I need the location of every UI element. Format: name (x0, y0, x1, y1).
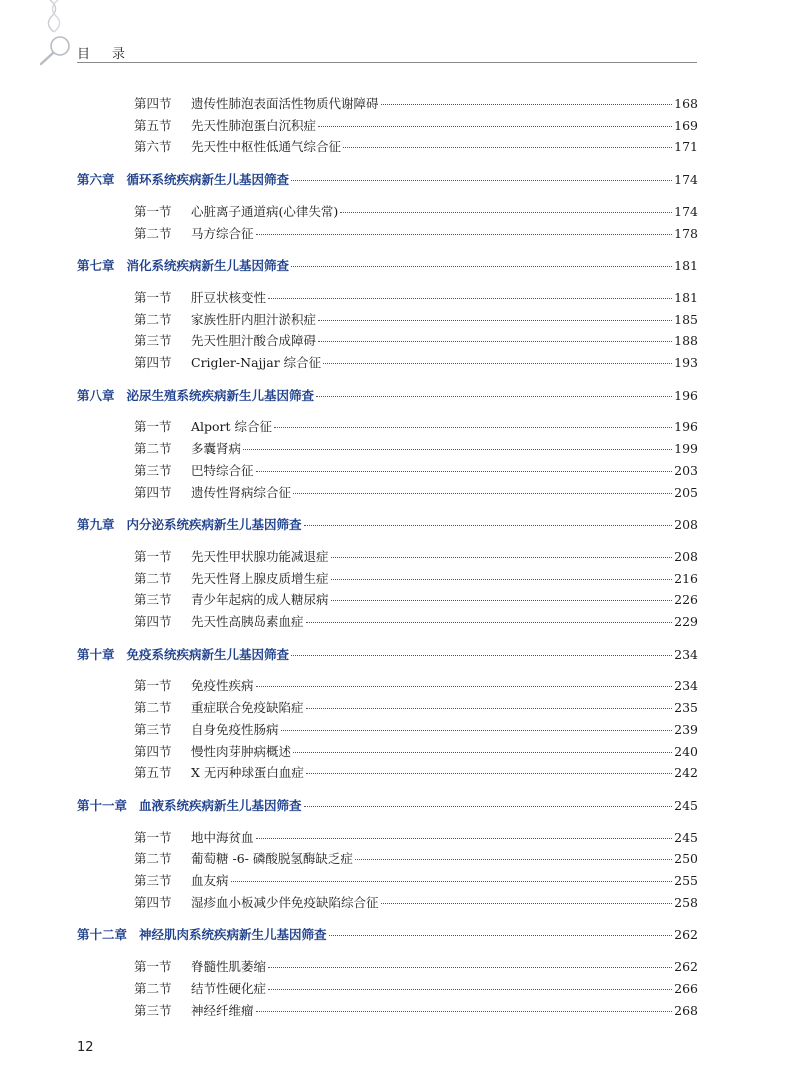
toc-section-entry[interactable] (134, 417, 698, 435)
entry-title: 血友病 (191, 873, 229, 888)
entry-page: 196 (674, 419, 698, 435)
toc-section-entry[interactable] (134, 353, 698, 371)
dot-leader (331, 556, 673, 558)
dot-leader (291, 179, 672, 181)
dot-leader (331, 578, 673, 580)
dot-leader (243, 448, 672, 450)
magnifier-dna-icon (36, 0, 76, 66)
toc-section-entry[interactable] (134, 94, 698, 112)
entry-title: 内分泌系统疾病新生儿基因筛查 (126, 517, 302, 533)
toc-section-entry[interactable] (134, 1001, 698, 1019)
entry-number: 第六章 (77, 172, 115, 188)
dot-leader (323, 362, 672, 364)
toc-section-entry[interactable] (134, 224, 698, 242)
toc-section-entry[interactable] (134, 310, 698, 328)
entry-number: 第二节 (134, 225, 172, 241)
dot-leader (304, 805, 673, 807)
entry-number: 第三节 (134, 333, 172, 349)
entry-number: 第三节 (134, 1002, 172, 1018)
entry-title: 地中海贫血 (191, 829, 254, 845)
entry-number: 第四节 (134, 355, 172, 370)
entry-page: 258 (674, 894, 698, 910)
toc-section-entry[interactable] (134, 612, 698, 630)
entry-page: 234 (674, 646, 698, 662)
dot-leader (304, 524, 673, 526)
toc-section-entry[interactable] (134, 331, 698, 349)
dot-leader (318, 125, 672, 127)
entry-number: 第二节 (134, 311, 172, 327)
toc-chapter-entry[interactable] (77, 256, 698, 274)
entry-title: 遗传性肾病综合征 (191, 484, 292, 500)
entry-number: 第十章 (77, 646, 115, 662)
entry-number: 第二节 (134, 700, 172, 716)
toc-chapter-entry[interactable] (77, 386, 698, 404)
dot-leader (256, 685, 673, 687)
entry-number: 第二节 (134, 570, 172, 586)
entry-page: 193 (674, 355, 698, 370)
toc-section-entry[interactable] (134, 742, 698, 760)
entry-title: 遗传性肺泡表面活性物质代谢障碍 (191, 96, 379, 111)
entry-page: 229 (674, 614, 698, 629)
entry-page: 174 (674, 172, 698, 188)
dot-leader (318, 319, 672, 321)
entry-number: 第四节 (134, 614, 172, 629)
entry-title: Crigler-Najjar 综合征 (191, 355, 322, 370)
entry-number: 第十一章 (77, 797, 128, 813)
entry-title: 葡萄糖 -6- 磷酸脱氢酶缺乏症 (191, 851, 353, 867)
entry-page: 196 (674, 387, 698, 403)
entry-number: 第一节 (134, 203, 172, 219)
entry-page: 250 (674, 851, 698, 867)
entry-title: 神经纤维瘤 (191, 1002, 254, 1018)
entry-title: 先天性中枢性低通气综合征 (191, 139, 342, 155)
toc-section-entry[interactable] (134, 547, 698, 565)
dot-leader (268, 966, 672, 968)
entry-number: 第二节 (134, 980, 172, 996)
toc-section-entry[interactable] (134, 849, 698, 867)
dot-leader (256, 233, 673, 235)
toc-section-entry[interactable] (134, 871, 698, 889)
entry-title: 巴特综合征 (191, 462, 254, 478)
toc-chapter-entry[interactable] (77, 925, 698, 943)
toc-section-entry[interactable] (134, 893, 698, 911)
entry-page: 208 (674, 517, 698, 533)
entry-number: 第五节 (134, 117, 172, 133)
entry-number: 第三节 (134, 873, 172, 888)
header-title: 目录 (77, 47, 148, 62)
entry-title: 自身免疫性肠病 (191, 721, 279, 737)
entry-number: 第四节 (134, 484, 172, 500)
toc-section-entry[interactable] (134, 979, 698, 997)
entry-title: 慢性肉芽肿病概述 (191, 743, 292, 759)
dot-leader (256, 837, 673, 839)
entry-title: 消化系统疾病新生儿基因筛查 (126, 258, 290, 274)
entry-title: 青少年起病的成人糖尿病 (191, 592, 329, 608)
entry-page: 181 (674, 289, 698, 305)
entry-number: 第四节 (134, 894, 172, 910)
entry-page: 266 (674, 980, 698, 996)
entry-page: 235 (674, 700, 698, 716)
entry-title: 心脏离子通道病(心律失常) (191, 203, 339, 219)
entry-title: 肝豆状核变性 (191, 289, 267, 305)
entry-title: 先天性胆汁酸合成障碍 (191, 333, 317, 349)
dot-leader (381, 902, 673, 904)
entry-page: 188 (674, 333, 698, 349)
entry-page: 168 (674, 96, 698, 111)
entry-number: 第三节 (134, 462, 172, 478)
entry-number: 第三节 (134, 721, 172, 737)
entry-page: 185 (674, 311, 698, 327)
toc-section-entry[interactable] (134, 569, 698, 587)
toc-chapter-entry[interactable] (77, 515, 698, 533)
entry-title: Alport 综合征 (191, 419, 273, 435)
entry-title: 多囊肾病 (191, 441, 242, 457)
entry-number: 第四节 (134, 96, 172, 111)
dot-leader (256, 1010, 673, 1012)
toc-section-entry[interactable] (134, 763, 698, 781)
dot-leader (316, 395, 672, 397)
entry-title: 循环系统疾病新生儿基因筛查 (126, 172, 290, 188)
entry-page: 169 (674, 117, 698, 133)
toc-section-entry[interactable] (134, 828, 698, 846)
toc-chapter-entry[interactable] (77, 796, 698, 814)
entry-number: 第一节 (134, 829, 172, 845)
entry-number: 第一节 (134, 548, 172, 564)
entry-page: 174 (674, 203, 698, 219)
entry-title: 泌尿生殖系统疾病新生儿基因筛查 (126, 387, 315, 403)
toc-section-entry[interactable] (134, 676, 698, 694)
entry-page: 199 (674, 441, 698, 457)
entry-page: 262 (674, 927, 698, 943)
toc-chapter-entry[interactable] (77, 645, 698, 663)
dot-leader (355, 858, 672, 860)
entry-page: 226 (674, 592, 698, 608)
entry-title: 结节性硬化症 (191, 980, 267, 996)
entry-title: 血液系统疾病新生儿基因筛查 (139, 797, 302, 813)
entry-page: 255 (674, 873, 698, 888)
entry-page: 178 (674, 225, 698, 241)
toc-section-entry[interactable] (134, 720, 698, 738)
entry-number: 第五节 (134, 765, 172, 781)
dot-leader (274, 426, 672, 428)
entry-title: 脊髓性肌萎缩 (191, 959, 267, 975)
dot-leader (281, 729, 673, 731)
dot-leader (381, 103, 673, 105)
entry-page: 205 (674, 484, 698, 500)
entry-title: X 无丙种球蛋白血症 (191, 765, 304, 781)
toc-chapter-entry[interactable] (77, 170, 698, 188)
entry-page: 181 (674, 258, 698, 274)
entry-number: 第一节 (134, 678, 172, 694)
dot-leader (306, 772, 672, 774)
entry-title: 先天性肺泡蛋白沉积症 (191, 117, 317, 133)
entry-title: 先天性甲状腺功能减退症 (191, 548, 329, 564)
entry-number: 第八章 (77, 387, 115, 403)
dot-leader (291, 265, 672, 267)
dot-leader (291, 654, 672, 656)
entry-number: 第一节 (134, 289, 172, 305)
toc-section-entry[interactable] (134, 439, 698, 457)
entry-number: 第二节 (134, 851, 172, 867)
page-number: 12 (77, 1040, 94, 1055)
entry-title: 免疫性疾病 (191, 678, 254, 694)
entry-page: 245 (674, 797, 698, 813)
entry-number: 第七章 (77, 258, 115, 274)
toc-section-entry[interactable] (134, 137, 698, 155)
dot-leader (293, 492, 672, 494)
toc-section-entry[interactable] (134, 590, 698, 608)
dot-leader (340, 211, 672, 213)
toc-section-entry[interactable] (134, 957, 698, 975)
entry-title: 重症联合免疫缺陷症 (191, 700, 304, 716)
entry-number: 第十二章 (77, 927, 128, 943)
dot-leader (268, 297, 672, 299)
entry-page: 239 (674, 721, 698, 737)
entry-page: 216 (674, 570, 698, 586)
entry-title: 湿疹血小板减少伴免疫缺陷综合征 (191, 894, 379, 910)
toc-section-entry[interactable] (134, 461, 698, 479)
entry-page: 240 (674, 743, 698, 759)
entry-title: 先天性肾上腺皮质增生症 (191, 570, 329, 586)
entry-title: 免疫系统疾病新生儿基因筛查 (126, 646, 290, 662)
entry-page: 171 (674, 139, 698, 155)
entry-number: 第四节 (134, 743, 172, 759)
entry-page: 234 (674, 678, 698, 694)
entry-page: 262 (674, 959, 698, 975)
entry-number: 第三节 (134, 592, 172, 608)
toc-section-entry[interactable] (134, 202, 698, 220)
dot-leader (268, 988, 672, 990)
entry-page: 203 (674, 462, 698, 478)
entry-page: 268 (674, 1002, 698, 1018)
running-header (77, 40, 697, 63)
dot-leader (318, 340, 672, 342)
entry-number: 第九章 (77, 517, 115, 533)
dot-leader (331, 599, 673, 601)
dot-leader (231, 880, 673, 882)
entry-number: 第一节 (134, 419, 172, 435)
entry-title: 神经肌肉系统疾病新生儿基因筛查 (139, 927, 327, 943)
entry-number: 第一节 (134, 959, 172, 975)
entry-title: 家族性肝内胆汁淤积症 (191, 311, 317, 327)
entry-page: 245 (674, 829, 698, 845)
entry-number: 第六节 (134, 139, 172, 155)
toc-section-entry[interactable] (134, 698, 698, 716)
dot-leader (306, 621, 673, 623)
toc-section-entry[interactable] (134, 483, 698, 501)
dot-leader (256, 470, 673, 472)
entry-page: 242 (674, 765, 698, 781)
entry-title: 马方综合征 (191, 225, 254, 241)
entry-title: 先天性高胰岛素血症 (191, 614, 304, 629)
toc-section-entry[interactable] (134, 116, 698, 134)
entry-number: 第二节 (134, 441, 172, 457)
dot-leader (329, 934, 673, 936)
dot-leader (306, 707, 673, 709)
entry-page: 208 (674, 548, 698, 564)
dot-leader (293, 751, 672, 753)
toc-section-entry[interactable] (134, 288, 698, 306)
dot-leader (343, 146, 672, 148)
